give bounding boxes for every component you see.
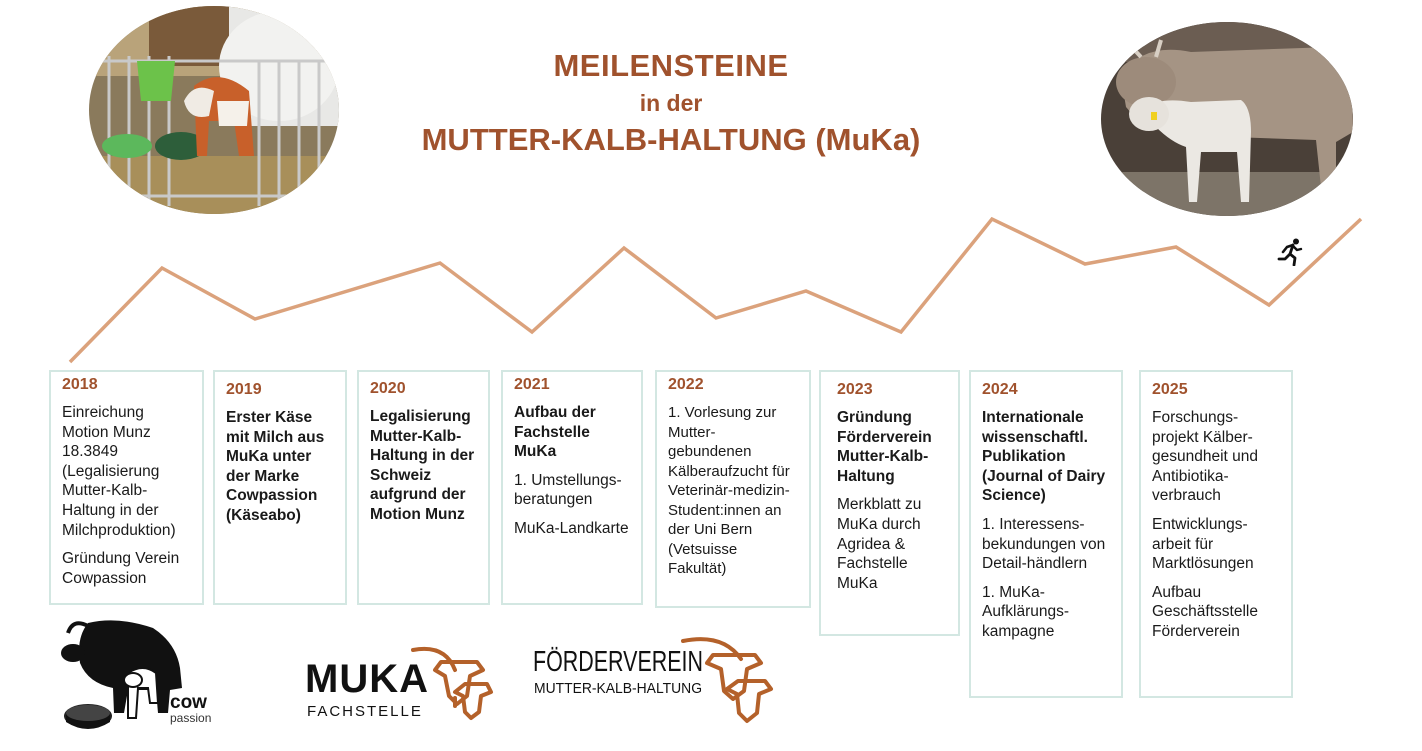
milestone-year: 2020	[370, 380, 406, 397]
title-line-1: MEILENSTEINE	[553, 48, 789, 83]
milestone-text: Gründung Förderverein Mutter-Kalb-Haltung	[837, 409, 932, 485]
milestone-text: Erster Käse mit Milch aus MuKa unter der Marke Cowpassion (Käseabo)	[226, 409, 325, 524]
muka-word1: MUKA	[305, 657, 429, 701]
foerderverein-word1: FÖRDERVEREIN	[533, 646, 703, 678]
milestone-text: Merkblatt zu MuKa durch Agridea & Fachstelle MuKa	[837, 496, 922, 592]
milestone-year: 2024	[982, 381, 1018, 398]
milestone-year: 2022	[668, 376, 704, 393]
milestone-2022	[655, 370, 811, 608]
foerderverein-word2: MUTTER-KALB-HALTUNG	[534, 680, 702, 697]
milestone-text: MuKa-Landkarte	[514, 519, 629, 537]
cowpassion-logo	[58, 618, 238, 736]
muka-fachstelle-logo	[305, 640, 495, 730]
milestone-year: 2025	[1152, 381, 1188, 398]
milestone-text: Aufbau der Fachstelle MuKa	[514, 404, 596, 461]
title-line-3: MUTTER-KALB-HALTUNG (MuKa)	[421, 122, 921, 157]
milestone-year: 2023	[837, 381, 873, 398]
milestone-text: Forschungs-projekt Kälber-gesundheit und Antibiotika-verbrauch	[1152, 409, 1259, 505]
title-line-2: in der	[639, 90, 703, 116]
running-person-icon	[1277, 238, 1303, 266]
milestone-year: 2018	[62, 376, 98, 393]
milestone-text: Gründung Verein Cowpassion	[62, 550, 180, 587]
milestone-2021	[501, 370, 643, 605]
milestone-2019	[213, 370, 347, 605]
milestone-2018	[49, 370, 204, 605]
milestone-text: Einreichung Motion Munz 18.3849 (Legalisierung Mutter-Kalb-Haltung in der Milchproduktion)	[62, 404, 176, 539]
milestone-2025	[1139, 370, 1293, 698]
cowpassion-word1: COW	[170, 692, 207, 713]
milestone-text: Legalisierung Mutter-Kalb-Haltung in der Schweiz aufgrund der Motion Munz	[370, 408, 475, 523]
milestone-2024	[969, 370, 1123, 698]
milestone-text: 1. MuKa-Aufklärungs-kampagne	[982, 583, 1070, 640]
milestone-text: 1. Umstellungs-beratungen	[514, 471, 622, 509]
cow-and-calf-photo	[1101, 22, 1353, 216]
milestone-text: Internationale wissenschaftl. Publikation (Journal of Dairy Science)	[982, 409, 1106, 505]
milestone-text: 1. Interessens-bekundungen von Detail-händlern	[982, 515, 1106, 573]
milestone-text: 1. Vorlesung zur Mutter-gebundenen Kälberaufzucht für Veterinär-medizin-Student:innen an der Uni Bern (Vetsuisse Fakultät)	[668, 404, 790, 577]
milestone-year: 2021	[514, 376, 550, 393]
milestone-text: Aufbau Geschäftsstelle Förderverein	[1152, 583, 1258, 640]
cowpassion-word2: passion	[170, 711, 212, 725]
milestone-year: 2019	[226, 381, 262, 398]
milestone-2020	[357, 370, 490, 605]
muka-word2: FACHSTELLE	[307, 703, 423, 720]
foerderverein-logo	[533, 633, 783, 733]
milestone-text: Entwicklungs-arbeit für Marktlösungen	[1152, 515, 1254, 573]
calf-in-pen-photo	[89, 6, 339, 214]
milestone-2023	[819, 370, 960, 636]
